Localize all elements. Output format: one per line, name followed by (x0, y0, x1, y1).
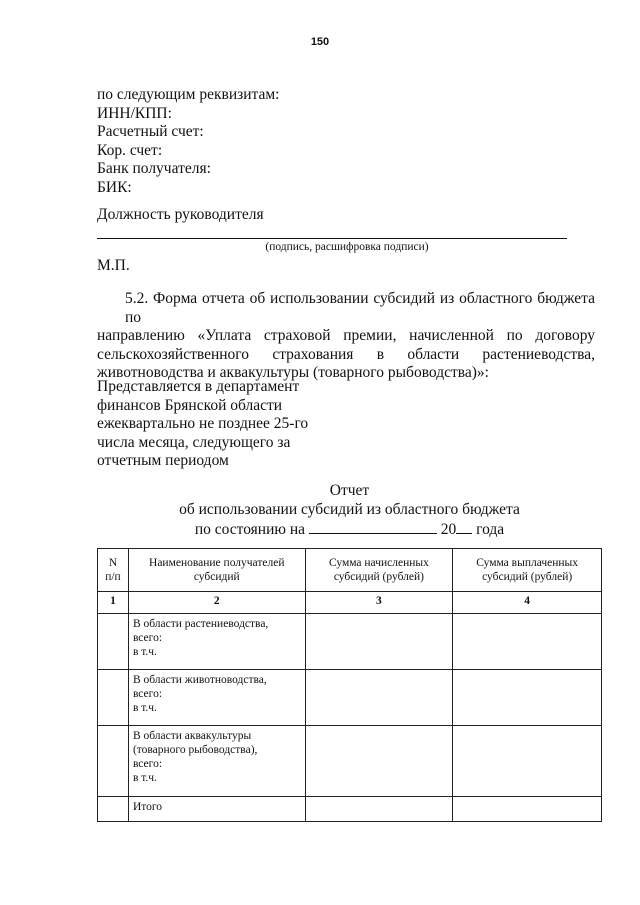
row-label-line: всего: (132, 688, 163, 700)
row-label-line: всего: (132, 758, 163, 770)
column-number: 4 (453, 592, 602, 614)
submission-line-3: ежеквартально не позднее 25-го (97, 415, 309, 432)
table-cell (98, 670, 129, 726)
year-blank (456, 519, 472, 534)
paragraph-line-2: направлению «Уплата страховой премии, начисленной по договору (97, 327, 595, 344)
table-cell (98, 614, 129, 670)
table-cell (453, 614, 602, 670)
page-number: 150 (310, 36, 330, 48)
date-blank (309, 519, 437, 534)
requisites-block (97, 86, 280, 197)
total-label: Итого (128, 797, 305, 822)
stamp-label: М.П. (97, 257, 130, 274)
report-title: Отчет (329, 482, 370, 499)
table-header-row (98, 549, 602, 592)
row-label-line: в т.ч. (132, 772, 157, 784)
row-label-line: всего: (132, 632, 163, 644)
row-label-line: (товарного рыбоводства), (132, 744, 258, 756)
submission-line-4: числа месяца, следующего за (97, 433, 291, 451)
table-cell (305, 726, 453, 797)
corr-account-label: Кор. счет: (97, 141, 163, 159)
paragraph-line-1: 5.2. Форма отчета об использовании субсидий из областного бюджета по (125, 290, 595, 326)
column-number: 1 (98, 592, 129, 614)
signature-line (97, 238, 567, 239)
header-number (98, 549, 129, 592)
report-date-suffix: года (476, 521, 505, 538)
requisites-intro: по следующим реквизитам: (97, 86, 280, 103)
header-accrued-line-1: Сумма начисленных (328, 557, 429, 569)
table-cell (453, 797, 602, 822)
table-cell (305, 670, 453, 726)
section-paragraph (97, 290, 595, 383)
header-paid (453, 549, 602, 592)
row-label-line: в т.ч. (132, 702, 157, 714)
table-cell (98, 726, 129, 797)
table-cell (453, 670, 602, 726)
table-total-row (98, 797, 602, 822)
header-paid-line-2: субсидий (рублей) (482, 571, 573, 583)
column-number-row (98, 592, 602, 614)
header-recipient-line-2: субсидий (193, 571, 240, 583)
row-aquaculture-label (128, 726, 305, 797)
report-date-line (97, 519, 602, 540)
bik-label: БИК: (97, 178, 132, 196)
header-recipient-line-1: Наименование получателей (149, 557, 285, 569)
table-cell (98, 797, 129, 822)
table-cell (305, 614, 453, 670)
report-year-prefix: 20 (440, 521, 457, 538)
account-label: Расчетный счет: (97, 123, 204, 140)
report-date-prefix: по состоянию на (194, 521, 306, 538)
inn-kpp-label: ИНН/КПП: (97, 104, 172, 122)
row-crop-label (128, 614, 305, 670)
submission-note (97, 378, 308, 471)
table-row (98, 614, 602, 670)
table-row (98, 726, 602, 797)
row-label-line: В области растениеводства, (132, 618, 269, 630)
paragraph-line-4: животноводства и аквакультуры (товарного рыбоводства)»: (97, 364, 489, 381)
row-label-line: В области аквакультуры (132, 730, 252, 742)
header-accrued (305, 549, 453, 592)
table-cell (453, 726, 602, 797)
paragraph-line-3: сельскохозяйственного страхования в области растениеводства, (97, 345, 595, 363)
header-number-line-1: N (108, 557, 118, 569)
column-number: 2 (128, 592, 305, 614)
submission-line-2: финансов Брянской области (97, 396, 283, 414)
column-number: 3 (305, 592, 453, 614)
submission-line-5: отчетным периодом (97, 452, 229, 469)
header-recipient (128, 549, 305, 592)
report-table (97, 548, 602, 822)
header-paid-line-1: Сумма выплаченных (476, 557, 579, 569)
report-heading (97, 482, 602, 540)
position-label: Должность руководителя (97, 206, 264, 223)
row-label-line: В области животноводства, (132, 674, 267, 686)
table-cell (305, 797, 453, 822)
signature-caption: (подпись, расшифровка подписи) (265, 241, 429, 253)
row-livestock-label (128, 670, 305, 726)
header-number-line-2: п/п (105, 571, 121, 583)
row-label-line: в т.ч. (132, 646, 157, 658)
submission-line-1: Представляется в департамент (97, 378, 300, 395)
bank-label: Банк получателя: (97, 160, 211, 177)
table-row (98, 670, 602, 726)
header-accrued-line-2: субсидий (рублей) (333, 571, 424, 583)
report-subtitle: об использовании субсидий из областного бюджета (179, 500, 520, 518)
